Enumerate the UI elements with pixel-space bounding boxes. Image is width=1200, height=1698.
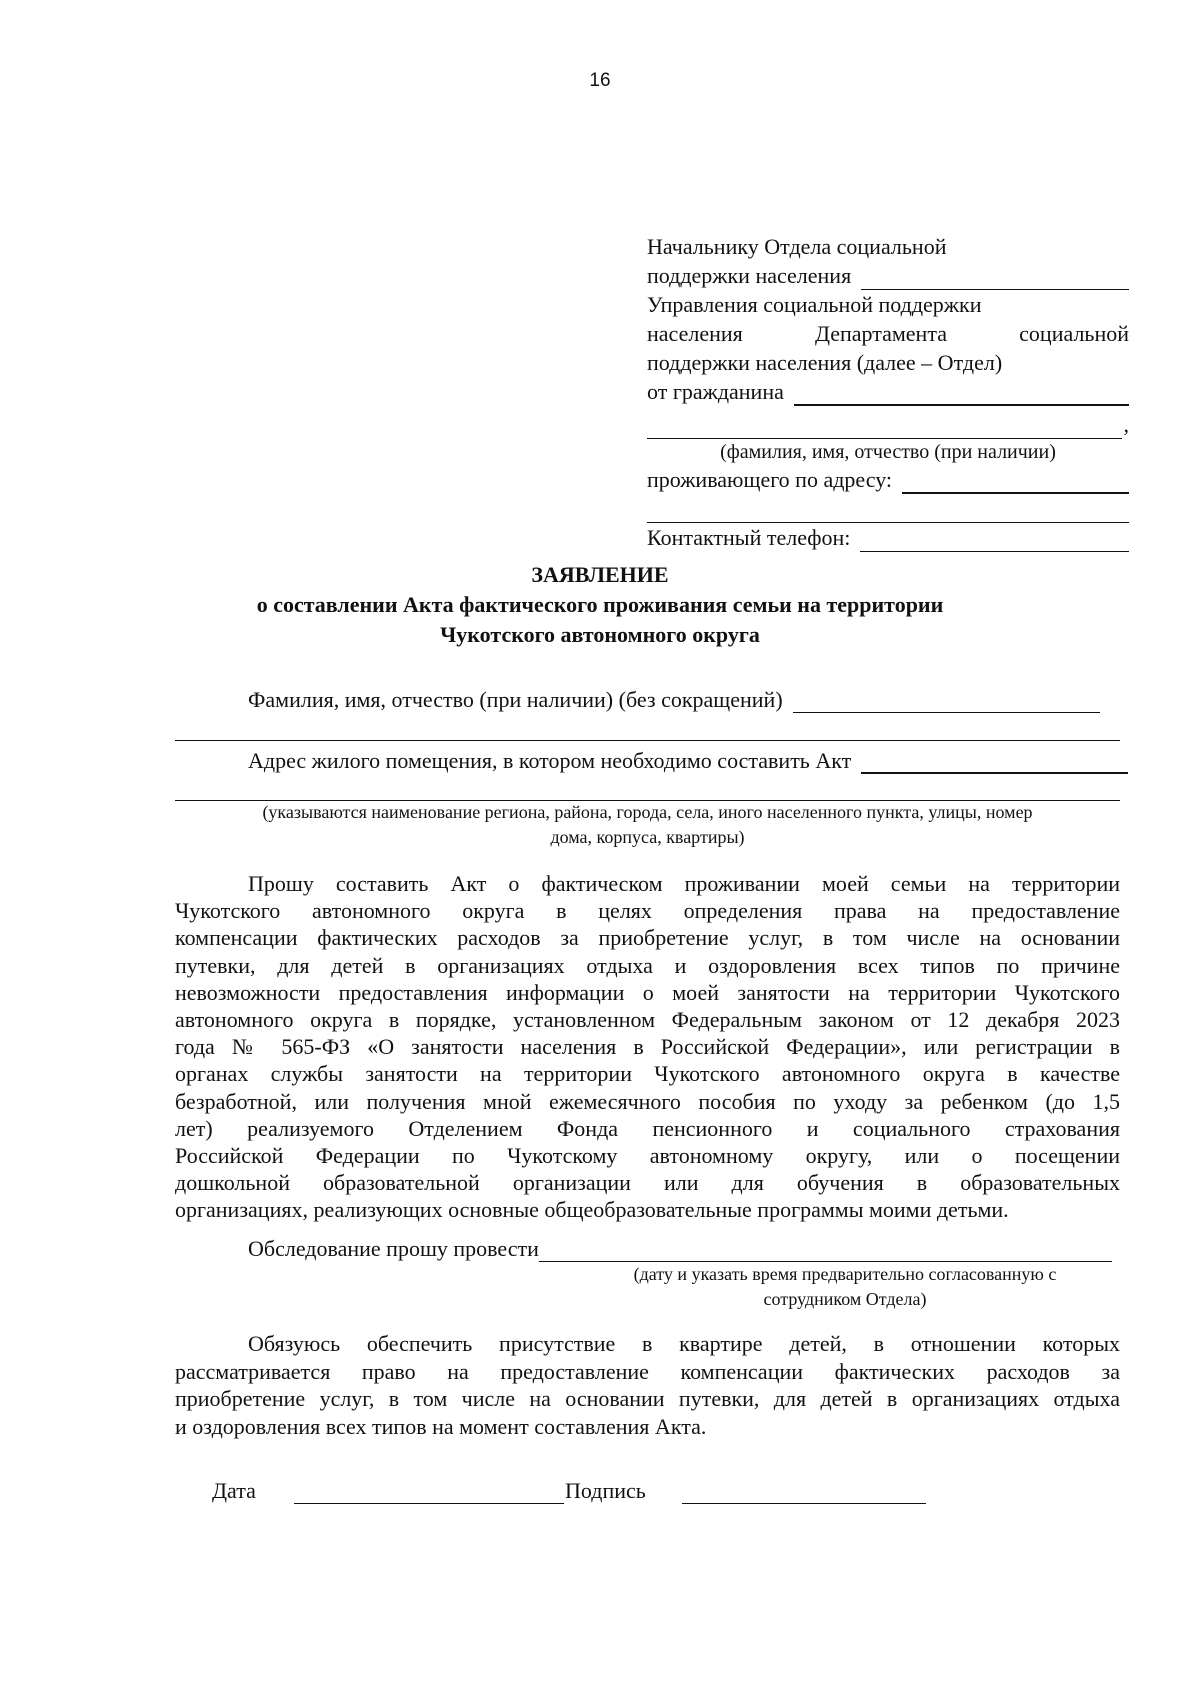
paragraph-line: Прошу составить Акт о фактическом проживании моей семьи на территории <box>248 871 1120 896</box>
paragraph-line: органах службы занятости на территории Чукотского автономного округа в качестве <box>175 1061 1120 1087</box>
citizen-name-blank-2[interactable] <box>647 416 1122 439</box>
paragraph-line: Обязуюсь обеспечить присутствие в квартире детей, в отношении которых <box>248 1331 1120 1356</box>
addressee-text: поддержки населения <box>647 263 852 288</box>
paragraph-line: организациях, реализующих основные общеобразовательные программы моими детьми. <box>175 1197 1009 1223</box>
address-field-row <box>175 744 1120 774</box>
addressee-text: Начальнику Отдела социальной <box>647 234 947 259</box>
signature-label: Подпись <box>565 1478 646 1503</box>
addressee-line-6 <box>647 377 1129 406</box>
paragraph-line: лет) реализуемого Отделением Фонда пенсионного и социального страхования <box>175 1115 1120 1141</box>
phone-blank[interactable] <box>860 529 1129 552</box>
page-number: 16 <box>589 70 611 91</box>
address-caption-line-1: (указываются наименование региона, района, города, села, иного населенного пункта, улицы, номер <box>262 802 1033 822</box>
title-sub-1: о составлении Акта фактического проживания семьи на территории <box>256 592 944 617</box>
fio-caption: (фамилия, имя, отчество (при наличии) <box>720 441 1056 463</box>
paragraph-line: года № 565-ФЗ «О занятости населения в Российской Федерации», или регистрации в <box>175 1034 1120 1060</box>
residence-blank-2[interactable] <box>647 500 1129 523</box>
addressee-line-4 <box>647 319 1129 348</box>
paragraph-line: путевки, для детей в организациях отдыха и оздоровления всех типов по причине <box>175 952 1120 978</box>
title-sub-2: Чукотского автономного округа <box>440 622 760 647</box>
paragraph-line: и оздоровления всех типов на момент составления Акта. <box>175 1413 707 1439</box>
survey-caption-line-2: сотрудником Отдела) <box>763 1289 927 1309</box>
date-label: Дата <box>212 1478 256 1503</box>
addressee-word: населения <box>647 321 743 346</box>
addressee-text: Управления социальной поддержки <box>647 292 982 317</box>
paragraph-line: рассматривается право на предоставление компенсации фактических расходов за <box>175 1358 1120 1384</box>
addressee-line-10 <box>647 494 1129 523</box>
survey-caption-line-1: (дату и указать время предварительно согласованную с <box>633 1264 1057 1284</box>
title-main: ЗАЯВЛЕНИЕ <box>531 562 669 587</box>
fio-field-row <box>175 683 1120 713</box>
address-caption <box>175 800 1120 850</box>
addressee-line-11 <box>647 523 1129 552</box>
paragraph-line: автономного округа в порядке, установленном Федеральным законом от 12 декабря 2023 <box>175 1007 1120 1033</box>
addressee-word: социальной <box>1019 321 1129 346</box>
fio-label: Фамилия, имя, отчество (при наличии) (без сокращений) <box>248 687 783 712</box>
paragraph-line: дошкольной образовательной организации или для обучения в образовательных <box>175 1170 1120 1196</box>
addressee-line-1 <box>647 232 1129 261</box>
addressee-line-5 <box>647 348 1129 377</box>
paragraph-line: компенсации фактических расходов за приобретение услуг, в том числе на основании <box>175 925 1120 951</box>
survey-blank[interactable] <box>539 1239 1112 1262</box>
address-label: Адрес жилого помещения, в котором необходимо составить Акт <box>248 748 852 773</box>
signature-blank[interactable] <box>682 1476 926 1504</box>
paragraph-line: приобретение услуг, в том числе на основании путевки, для детей в организациях отдыха <box>175 1386 1120 1412</box>
department-blank[interactable] <box>861 267 1129 290</box>
from-citizen-label: от гражданина <box>647 379 784 404</box>
addressee-block <box>647 232 1129 552</box>
residence-blank[interactable] <box>902 470 1129 494</box>
fio-blank-2[interactable] <box>175 718 1120 741</box>
comma: , <box>1123 412 1129 437</box>
paragraph-line: Чукотского автономного округа в целях определения права на предоставление <box>175 898 1120 924</box>
address-caption-line-2: дома, корпуса, квартиры) <box>550 827 745 847</box>
date-blank[interactable] <box>294 1476 564 1504</box>
phone-label: Контактный телефон: <box>647 525 851 550</box>
paragraph-line: Российской Федерации по Чукотскому автономному округу, или о посещении <box>175 1143 1120 1169</box>
paragraph-line: невозможности предоставления информации о моей занятости на территории Чукотского <box>175 979 1120 1005</box>
paragraph-line: безработной, или получения мной ежемесячного пособия по уходу за ребенком (до 1,5 <box>175 1088 1120 1114</box>
addressee-line-9 <box>647 465 1129 494</box>
residence-label: проживающего по адресу: <box>647 467 893 492</box>
survey-field-row <box>175 1232 1120 1262</box>
addressee-line-7 <box>647 406 1129 439</box>
survey-label: Обследование прошу провести <box>248 1236 539 1261</box>
document-title <box>0 560 1200 650</box>
addressee-line-3 <box>647 290 1129 319</box>
address-blank[interactable] <box>861 750 1128 774</box>
addressee-line-2 <box>647 261 1129 290</box>
fio-blank[interactable] <box>793 690 1100 713</box>
survey-caption <box>595 1262 1095 1312</box>
addressee-word: Департамента <box>814 321 947 346</box>
request-paragraph <box>175 870 1120 1224</box>
obligation-paragraph <box>175 1330 1120 1440</box>
address-blank-2[interactable] <box>175 778 1120 801</box>
citizen-name-blank[interactable] <box>794 382 1129 406</box>
addressee-text: поддержки населения (далее – Отдел) <box>647 350 1003 375</box>
